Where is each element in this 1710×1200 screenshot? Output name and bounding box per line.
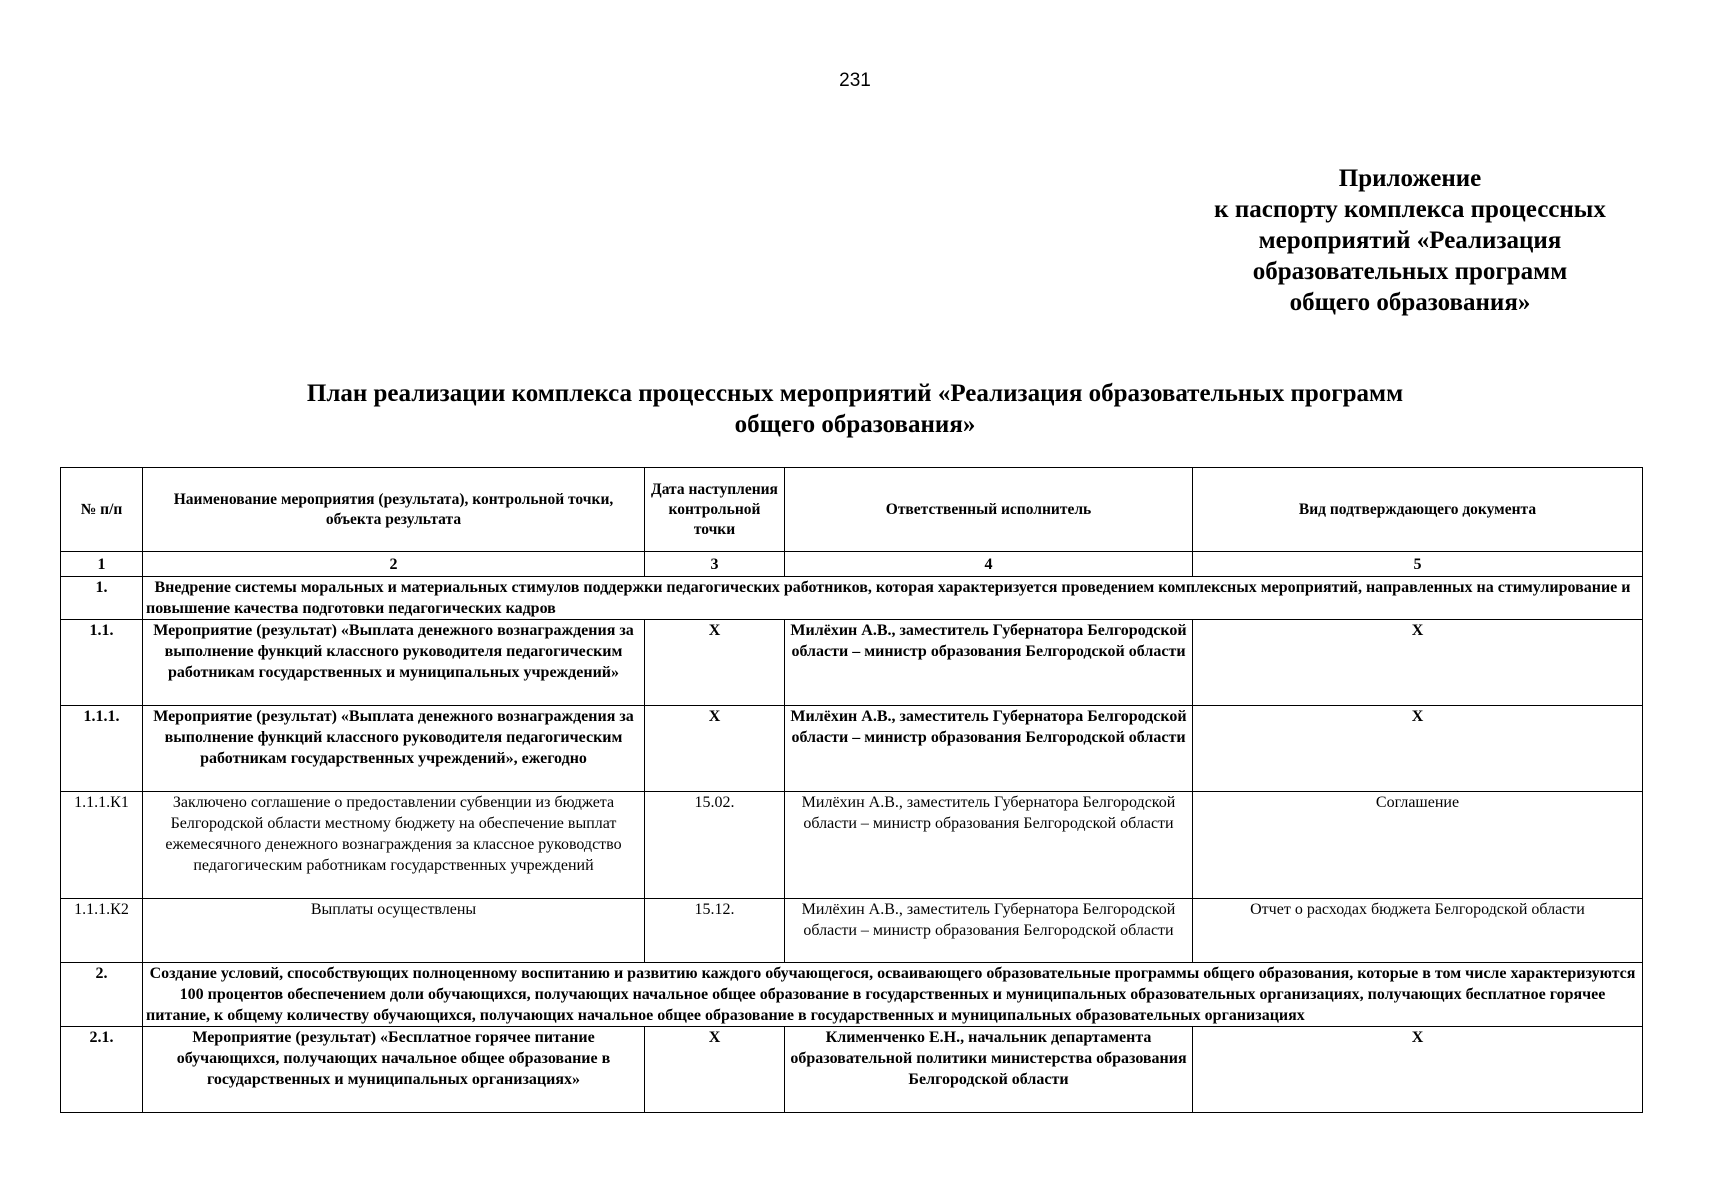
- appendix-line: образовательных программ: [1252, 258, 1568, 285]
- row-num: 1.1.1.К2: [61, 899, 143, 963]
- table-row-section-2: [61, 963, 1643, 1027]
- table-row: [61, 792, 1643, 899]
- header-date: Дата наступления контрольной точки: [645, 468, 785, 552]
- row-responsible: Милёхин А.В., заместитель Губернатора Белгородской области – министр образования Белгородской области: [785, 792, 1193, 899]
- row-date: 15.02.: [645, 792, 785, 899]
- row-document: Соглашение: [1193, 792, 1643, 899]
- table-row: [61, 899, 1643, 963]
- row-name: Заключено соглашение о предоставлении субвенции из бюджета Белгородской области местному бюджету на обеспечение выплат ежемесячного денежного вознаграждения за классное руководство педагогическим работникам государственных учреждений: [143, 792, 645, 899]
- column-number: 1: [61, 552, 143, 577]
- row-date: X: [645, 1027, 785, 1113]
- table-row: [61, 1027, 1643, 1113]
- row-date: X: [645, 620, 785, 706]
- row-document: Отчет о расходах бюджета Белгородской области: [1193, 899, 1643, 963]
- row-name: Мероприятие (результат) «Выплата денежного вознаграждения за выполнение функций классного руководителя педагогическим работникам государственных и муниципальных учреждений»: [143, 620, 645, 706]
- row-responsible: Клименченко Е.Н., начальник департамента образовательной политики министерства образования Белгородской области: [785, 1027, 1193, 1113]
- appendix-line: общего образования»: [1289, 289, 1531, 316]
- row-num: 2.: [61, 963, 143, 1027]
- row-num: 1.1.1.: [61, 706, 143, 792]
- header-name: Наименование мероприятия (результата), контрольной точки, объекта результата: [143, 468, 645, 552]
- plan-title-line: План реализации комплекса процессных мероприятий «Реализация образовательных программ: [306, 380, 1404, 407]
- row-num: 2.1.: [61, 1027, 143, 1113]
- table-header-row: [61, 468, 1643, 552]
- header-responsible: Ответственный исполнитель: [785, 468, 1193, 552]
- row-document: X: [1193, 1027, 1643, 1113]
- row-date: 15.12.: [645, 899, 785, 963]
- row-date: X: [645, 706, 785, 792]
- row-num: 1.1.: [61, 620, 143, 706]
- column-number: 5: [1193, 552, 1643, 577]
- appendix-line: мероприятий «Реализация: [1258, 227, 1562, 254]
- row-num: 1.: [61, 577, 143, 620]
- column-number: 3: [645, 552, 785, 577]
- header-document: Вид подтверждающего документа: [1193, 468, 1643, 552]
- section-text: Создание условий, способствующих полноценному воспитанию и развитию каждого обучающегося, осваивающего образовательные программы общего образования, которые в том числе характеризуются 100 процентов обеспечением доли обучающихся, получающих начальное общее образование в государственных и муниципальных образовательных организациях, получающих бесплатное горячее питание, к общему количеству обучающихся, получающих начальное общее образование в государственных и муниципальных образовательных организациях: [143, 963, 1643, 1027]
- column-number: 2: [143, 552, 645, 577]
- row-name: Мероприятие (результат) «Выплата денежного вознаграждения за выполнение функций классного руководителя педагогическим работникам государственных учреждений», ежегодно: [143, 706, 645, 792]
- table-row: [61, 706, 1643, 792]
- row-name: Выплаты осуществлены: [143, 899, 645, 963]
- column-number-row: [61, 552, 1643, 577]
- plan-table: [60, 467, 1643, 1113]
- header-num: № п/п: [61, 468, 143, 552]
- row-document: X: [1193, 620, 1643, 706]
- row-name: Мероприятие (результат) «Бесплатное горячее питание обучающихся, получающих начальное общее образование в государственных и муниципальных организациях»: [143, 1027, 645, 1113]
- row-responsible: Милёхин А.В., заместитель Губернатора Белгородской области – министр образования Белгородской области: [785, 899, 1193, 963]
- appendix-line: к паспорту комплекса процессных: [1214, 196, 1606, 223]
- row-responsible: Милёхин А.В., заместитель Губернатора Белгородской области – министр образования Белгородской области: [785, 620, 1193, 706]
- page-number: 231: [839, 70, 871, 91]
- section-text: Внедрение системы моральных и материальных стимулов поддержки педагогических работников, которая характеризуется проведением комплексных мероприятий, направленных на стимулирование и повышение качества подготовки педагогических кадров: [143, 577, 1643, 620]
- row-responsible: Милёхин А.В., заместитель Губернатора Белгородской области – министр образования Белгородской области: [785, 706, 1193, 792]
- plan-title-line: общего образования»: [734, 411, 976, 438]
- row-document: X: [1193, 706, 1643, 792]
- column-number: 4: [785, 552, 1193, 577]
- table-row: [61, 620, 1643, 706]
- appendix-heading: [1180, 163, 1640, 318]
- row-num: 1.1.1.К1: [61, 792, 143, 899]
- table-row-section-1: [61, 577, 1643, 620]
- appendix-line: Приложение: [1338, 165, 1482, 192]
- plan-title: [0, 378, 1710, 440]
